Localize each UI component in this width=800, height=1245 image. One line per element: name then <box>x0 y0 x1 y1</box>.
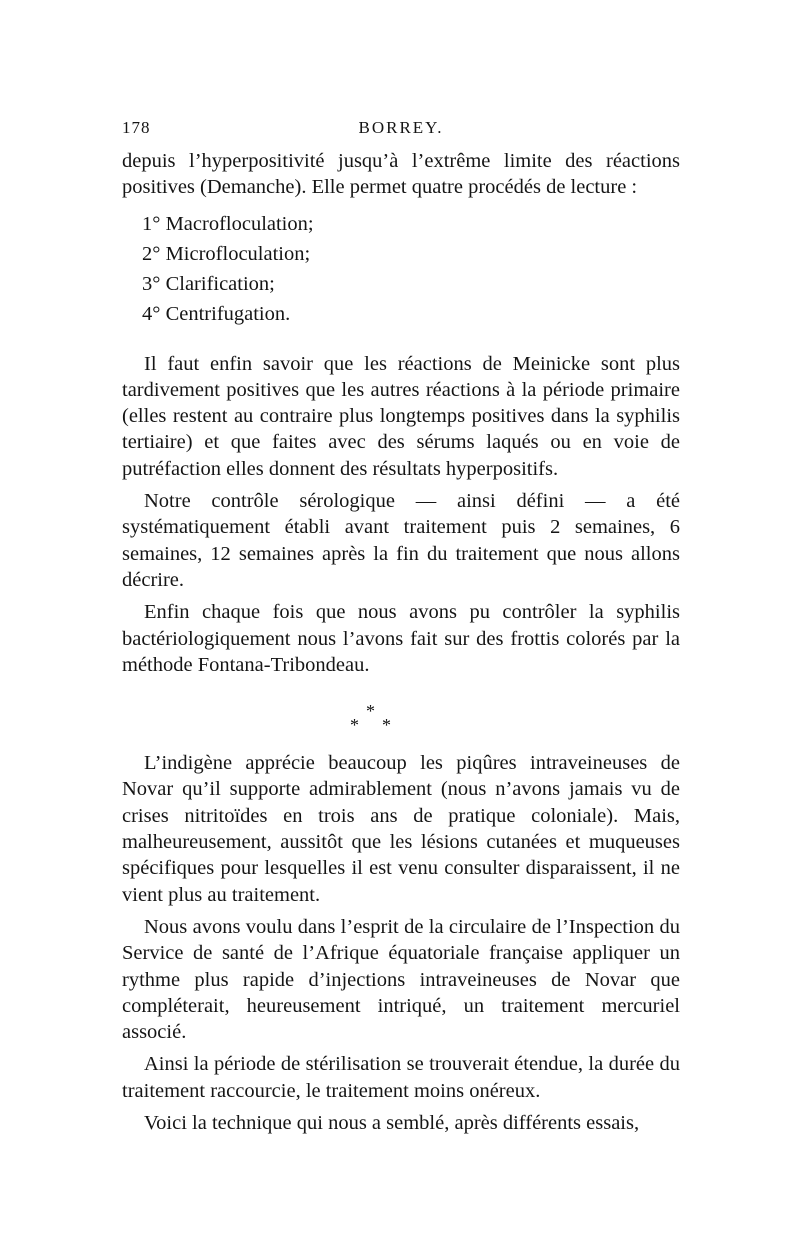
asterisk-mark: * <box>382 715 391 736</box>
list-item: 2° Microfloculation; <box>142 242 311 265</box>
paragraph-lecture-intro: depuis l’hyperpositivité jusqu’à l’extrême limite des réactions positives (Demanche). Elle permet quatre procédés de lecture : <box>122 150 680 199</box>
section-asterism <box>122 688 680 750</box>
reading-procedures-list <box>122 209 680 329</box>
paragraph-technique: Voici la technique qui nous a semblé, après différents essais, <box>144 1112 640 1135</box>
page-number: 178 <box>122 118 151 137</box>
paragraph-meinicke: Il faut enfin savoir que les réactions de Meinicke sont plus tardivement positives que les autres réactions à la période primaire (elles restent au contraire plus longtemps positives dans la syphilis tertiaire) et que faites avec des sérums laqués ou en voie de putréfaction elles donnent des résultats hyperpositifs. <box>122 352 680 480</box>
page-header <box>122 118 680 148</box>
list-item: 4° Centrifugation. <box>142 302 291 325</box>
document-page <box>122 118 680 1136</box>
list-item: 3° Clarification; <box>142 272 275 295</box>
paragraph-sterilisation: Ainsi la période de stérilisation se trouverait étendue, la durée du traitement raccourcie, le traitement moins onéreux. <box>122 1053 680 1102</box>
asterisk-mark: * <box>350 715 359 736</box>
paragraph-inspection: Nous avons voulu dans l’esprit de la circulaire de l’Inspection du Service de santé de l’Afrique équatoriale française appliquer un rythme plus rapide d’injections intraveineuses de Novar que compléterait, heureusement intriqué, un traitement mercuriel associé. <box>122 915 680 1044</box>
paragraph-novar: L’indigène apprécie beaucoup les piqûres intraveineuses de Novar qu’il supporte admirablement (nous n’avons jamais vu de crises nitritoïdes en trois ans de pratique coloniale). Mais, malheureusement, aussitôt que les lésions cutanées et muqueuses spécifiques pour lesquelles il est venu consulter disparaissent, il ne vient plus au traitement. <box>122 752 680 906</box>
paragraph-controle-serologique: Notre contrôle sérologique — ainsi défini — a été systématiquement établi avant traitement puis 2 semaines, 6 semaines, 12 semaines après la fin du traitement que nous allons décrire. <box>122 490 680 591</box>
running-head: BORREY. <box>358 118 444 137</box>
list-item: 1° Macrofloculation; <box>142 212 314 235</box>
asterisk-mark: * <box>366 701 375 722</box>
paragraph-bacteriologique: Enfin chaque fois que nous avons pu contrôler la syphilis bactériologiquement nous l’avons fait sur des frottis colorés par la méthode Fontana-Tribondeau. <box>122 601 680 676</box>
